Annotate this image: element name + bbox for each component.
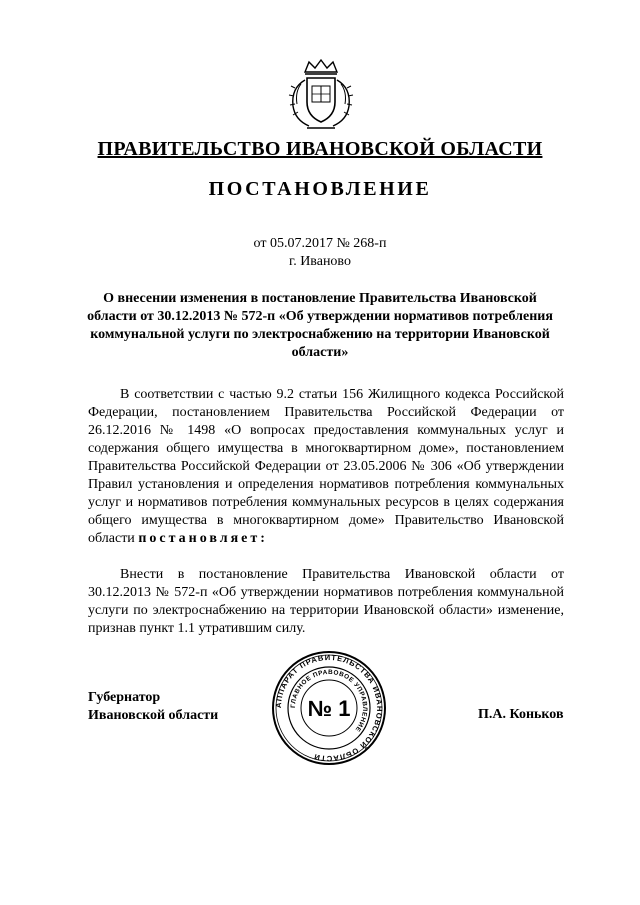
document-city: г. Иваново <box>289 254 351 269</box>
stamp-inner-text: ГЛАВНОЕ ПРАВОВОЕ УПРАВЛЕНИЕ <box>289 668 369 734</box>
coat-of-arms-icon <box>287 58 355 132</box>
signatory-name: П.А. Коньков <box>478 707 564 722</box>
organization-title: ПРАВИТЕЛЬСТВО ИВАНОВСКОЙ ОБЛАСТИ <box>97 138 543 160</box>
stamp-number: № 1 <box>307 696 351 721</box>
signatory-position-line1: Губернатор <box>88 690 161 705</box>
document-subject: О внесении изменения в постановление Правительства Ивановской области от 30.12.2013 № 572-п «Об утверждении нормативов потребления коммунальной услуги по электроснабжению на территории Ивановской области» <box>87 291 553 360</box>
official-stamp <box>271 650 387 766</box>
paragraph-1-text: В соответствии с частью 9.2 статьи 156 Жилищного кодекса Российской Федерации, постановлением Правительства Российской Федерации от 26.12.2016 № 1498 «О вопросах предоставления коммунальных услуг и содержания общего имущества в многоквартирном доме», постановлением Правительства Российской Федерации от 23.05.2006 № 306 «Об утверждении Правил установления и определения нормативов потребления коммунальных услуг и нормативов потребления коммунальных ресурсов в целях содержания общего имущества в многоквартирном доме» Правительство Ивановской области <box>88 387 564 546</box>
body-paragraph-1 <box>88 386 564 548</box>
stamp-outer-text: АППАРАТ ПРАВИТЕЛЬСТВА ИВАНОВСКОЙ ОБЛАСТИ <box>273 652 385 764</box>
signatory-position-line2: Ивановской области <box>88 708 219 723</box>
body-paragraph-2: Внести в постановление Правительства Ивановской области от 30.12.2013 № 572-п «Об утверждении нормативов потребления коммунальной услуги по электроснабжению на территории Ивановской области» изменение, признав пункт 1.1 утратившим силу. <box>88 567 564 636</box>
document-date-number: от 05.07.2017 № 268-п <box>253 236 387 251</box>
signatory-position <box>88 689 218 725</box>
decree-word: постановляет: <box>138 531 268 546</box>
document-type-heading: ПОСТАНОВЛЕНИЕ <box>208 178 432 200</box>
